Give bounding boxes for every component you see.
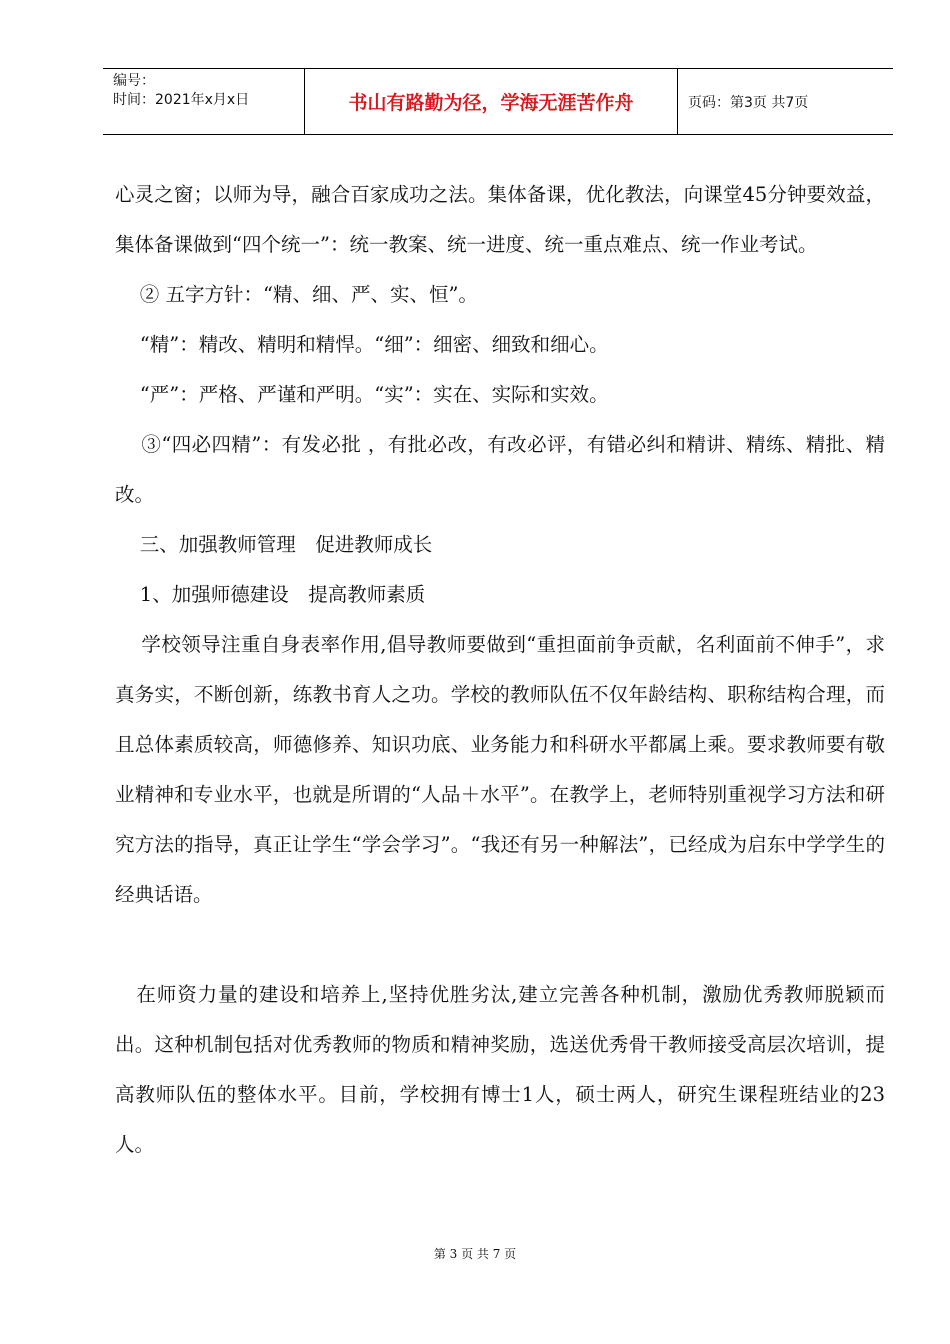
- paragraph-gap: [115, 920, 885, 970]
- header-page-info: 页码：第3页 共7页: [688, 94, 809, 111]
- subsection-heading: 1、加强师德建设 提高教师素质: [115, 583, 426, 606]
- serial-label: 编号：: [113, 73, 155, 89]
- paragraph-4: “严”：严格、严谨和严明。“实”：实在、实际和实效。: [115, 383, 609, 406]
- paragraph-7: 在师资力量的建设和培养上,坚持优胜劣汰,建立完善各种机制，激励优秀教师脱颖而出。这种机制包括对优秀教师的物质和精神奖励，选送优秀骨干教师接受高层次培训，提高教师队伍的整体水平。目前，学校拥有博士1人，硕士两人，研究生课程班结业的23人。: [115, 983, 885, 1156]
- paragraph-1: 心灵之窗；以师为导，融合百家成功之法。集体备课，优化教法，向课堂45分钟要效益，集体备课做到“四个统一”：统一教案、统一进度、统一重点难点、统一作业考试。: [115, 183, 885, 256]
- section-heading: 三、加强教师管理 促进教师成长: [115, 533, 433, 556]
- page-footer: 第 3 页 共 7 页: [433, 1247, 517, 1261]
- page-header: [103, 68, 893, 135]
- header-meta: [103, 69, 304, 134]
- paragraph-5: ③“四必四精”：有发必批 ，有批必改，有改必评，有错必纠和精讲、精练、精批、精改。: [115, 433, 885, 506]
- paragraph-2: ② 五字方针：“精、细、严、实、恒”。: [115, 283, 478, 306]
- date-label: 时间：2021年x月x日: [113, 92, 250, 108]
- header-motto: 书山有路勤为径，学海无涯苦作舟: [304, 69, 678, 134]
- paragraph-6: 学校领导注重自身表率作用,倡导教师要做到“重担面前争贡献，名利面前不伸手”，求真务实，不断创新，练教书育人之功。学校的教师队伍不仅年龄结构、职称结构合理，而且总体素质较高，师德修养、知识功底、业务能力和科研水平都属上乘。要求教师要有敬业精神和专业水平，也就是所谓的“人品＋水平”。在教学上，老师特别重视学习方法和研究方法的指导，真正让学生“学会学习”。“我还有另一种解法”，已经成为启东中学学生的经典话语。: [115, 633, 885, 906]
- paragraph-3: “精”：精改、精明和精悍。“细”：细密、细致和细心。: [115, 333, 609, 356]
- document-body: [115, 170, 885, 1170]
